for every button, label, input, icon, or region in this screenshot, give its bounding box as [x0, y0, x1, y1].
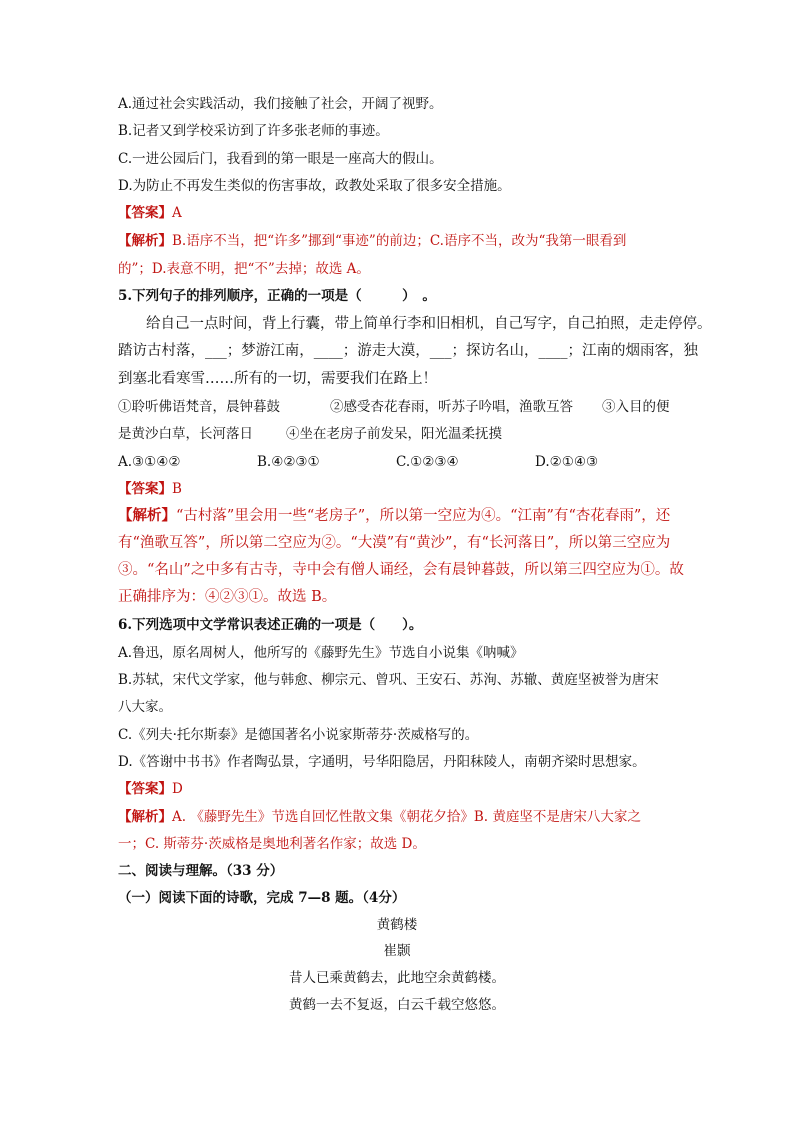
q5-option-c: C.①②③④ — [396, 454, 459, 470]
answer-tag: 【答案】 — [118, 481, 172, 497]
q6-option-a: A.鲁迅，原名周树人，他所写的《藤野先生》节选自小说集《呐喊》 — [118, 645, 524, 661]
answer-value: A — [172, 205, 182, 221]
q5-sentence-2: ②感受杏花春雨，听苏子吟唱，渔歌互答 — [330, 399, 573, 415]
q4-option-c: C.一进公园后门，我看到的第一眼是一座高大的假山。 — [118, 151, 443, 167]
q6-analysis-line-1 — [118, 807, 641, 827]
q4-analysis-line-1 — [118, 231, 626, 251]
q5-sentence-3-cont: 是黄沙白草，长河落日 — [118, 426, 253, 442]
analysis-tag: 【解析】 — [118, 507, 176, 524]
q5-stem: 5.下列句子的排列顺序，正确的一项是（ ） 。 — [118, 288, 436, 304]
q6-option-b-line-2: 八大家。 — [118, 699, 172, 715]
answer-value: D — [172, 781, 183, 797]
analysis-text: “古村落”里会用一些“老房子”，所以第一空应为④。“江南”有“杏花春雨”，还 — [176, 508, 671, 524]
answer-tag: 【答案】 — [118, 781, 172, 797]
q6-answer — [118, 779, 183, 799]
analysis-tag: 【解析】 — [118, 809, 172, 825]
poem-title: 黄鹤楼 — [376, 917, 418, 933]
poem-line-2: 黄鹤一去不复返，白云千载空悠悠。 — [289, 997, 505, 1013]
section-subheading: （一）阅读下面的诗歌，完成 7—8 题。（4分） — [118, 890, 406, 906]
q5-analysis-line-2: 有“渔歌互答”，所以第二空应为②。“大漠”有“黄沙”，有“长河落日”，所以第三空应为 — [118, 535, 671, 551]
q5-sentence-3: ③入目的便 — [602, 399, 670, 415]
q4-option-d: D.为防止不再发生类似的伤害事故，政教处采取了很多安全措施。 — [118, 178, 511, 194]
q5-option-d: D.②①④③ — [535, 454, 599, 470]
q5-passage-line-1: 给自己一点时间，背上行囊，带上简单行李和旧相机，自己写字，自己拍照，走走停停。 — [146, 316, 712, 332]
analysis-text: B.语序不当，把“许多”挪到“事迹”的前边；C.语序不当，改为“我第一眼看到 — [172, 233, 627, 249]
answer-tag: 【答案】 — [118, 205, 172, 221]
q5-sentence-1: ①聆听佛语梵音，晨钟暮鼓 — [118, 399, 280, 415]
poem-line-1: 昔人已乘黄鹤去，此地空余黄鹤楼。 — [289, 970, 505, 986]
q5-option-b: B.④②③① — [257, 454, 320, 470]
q5-analysis-line-3: ③。“名山”之中多有古寺，寺中会有僧人诵经，会有晨钟暮鼓，所以第三四空应为①。故 — [118, 562, 684, 578]
poem-author: 崔颢 — [383, 943, 411, 959]
q4-option-b: B.记者又到学校采访到了许多张老师的事迹。 — [118, 123, 389, 139]
q4-analysis-line-2: 的”；D.表意不明，把“不”去掉；故选 A。 — [118, 261, 370, 277]
q5-sentence-4: ④坐在老房子前发呆，阳光温柔抚摸 — [286, 426, 502, 442]
analysis-text: A. 《藤野先生》节选自回忆性散文集《朝花夕拾》B. 黄庭坚不是唐宋八大家之 — [172, 809, 641, 825]
q5-answer — [118, 479, 182, 499]
q5-analysis-line-1 — [118, 506, 670, 526]
answer-value: B — [172, 481, 182, 497]
q5-passage-line-3: 到塞北看寒雪……所有的一切，需要我们在路上！ — [118, 371, 437, 387]
q5-option-a: A.③①④② — [118, 454, 181, 470]
q4-answer — [118, 203, 182, 223]
q6-option-d: D.《答谢中书书》作者陶弘景，字通明，号华阳隐居，丹阳秣陵人，南朝齐梁时思想家。 — [118, 754, 646, 770]
q5-passage-line-2: 踏访古村落，___；梦游江南，____；游走大漠，___；探访名山，____；江南的烟雨客，独 — [118, 343, 698, 359]
q6-option-b-line-1: B.苏轼，宋代文学家，他与韩愈、柳宗元、曾巩、王安石、苏洵、苏辙、黄庭坚被誉为唐宋 — [118, 672, 659, 688]
q6-stem: 6.下列选项中文学常识表述正确的一项是（ ）。 — [118, 617, 423, 633]
q6-analysis-line-2: 一；C. 斯蒂芬·茨威格是奥地利著名作家；故选 D。 — [118, 836, 426, 852]
analysis-tag: 【解析】 — [118, 233, 172, 249]
q4-option-a: A.通过社会实践活动，我们接触了社会，开阔了视野。 — [118, 96, 443, 112]
section-heading: 二、阅读与理解。（33 分） — [118, 863, 284, 879]
q5-analysis-line-4: 正确排序为：④②③①。故选 B。 — [118, 589, 337, 605]
q6-option-c: C.《列夫·托尔斯泰》是德国著名小说家斯蒂芬·茨威格写的。 — [118, 727, 479, 743]
